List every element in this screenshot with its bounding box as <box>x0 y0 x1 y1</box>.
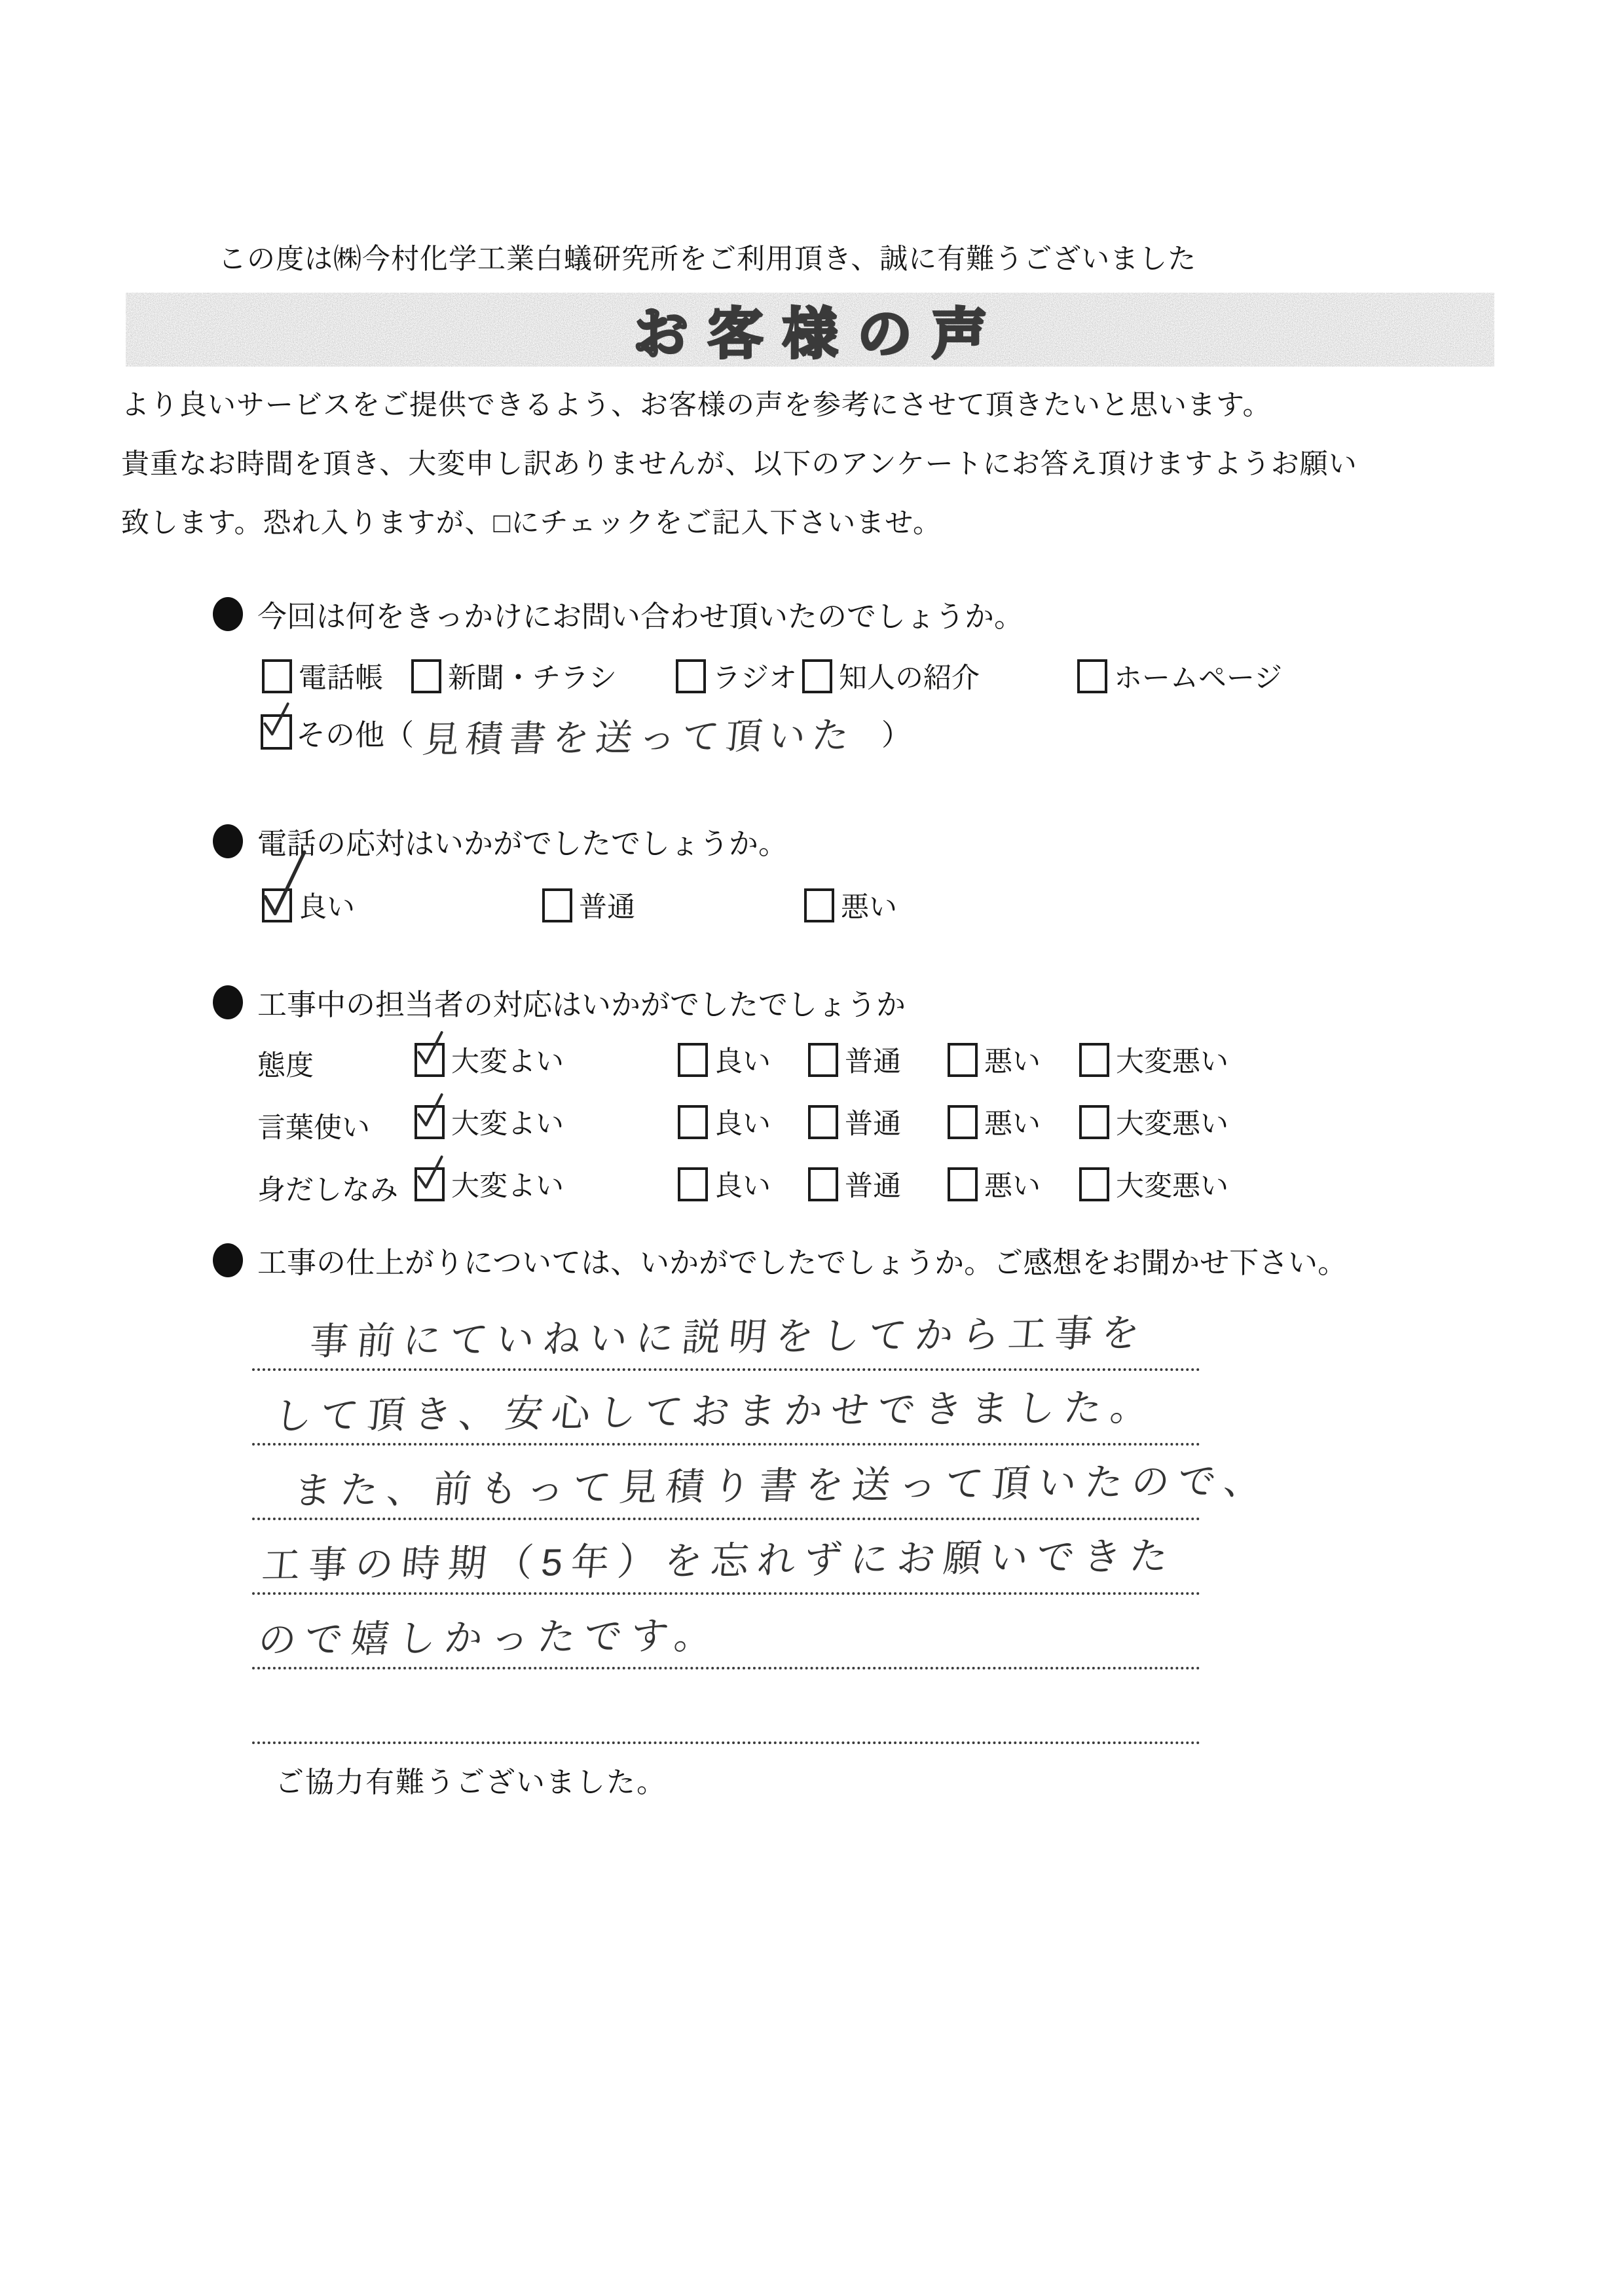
banner <box>126 293 1494 367</box>
option-good <box>262 885 355 925</box>
bullet-icon <box>213 824 243 858</box>
row-label: 言葉使い <box>257 1112 370 1144</box>
option-label: 良い <box>714 1046 771 1078</box>
checkbox-bad[interactable] <box>948 1043 978 1077</box>
check-icon <box>415 1027 446 1069</box>
option-label: 悪い <box>984 1046 1041 1078</box>
checkbox-homepage[interactable] <box>1077 659 1107 693</box>
option-verygood <box>415 1102 564 1142</box>
comment-line <box>252 1296 1200 1371</box>
handwritten-comment: ので嬉しかったです。 <box>256 1614 723 1662</box>
option-bad <box>804 885 897 925</box>
question-3-heading <box>213 981 906 1023</box>
option-newspaper-flyer <box>411 656 617 696</box>
option-other-suffix: ） <box>881 718 912 752</box>
question-2-options <box>0 885 1624 932</box>
check-icon <box>261 847 310 920</box>
checkbox-normal[interactable] <box>542 888 572 922</box>
option-label: 電話帳 <box>299 663 383 694</box>
comment-line <box>252 1371 1200 1446</box>
intro-line-2: 貴重なお時間を頂き、大変申し訳ありませんが、以下のアンケートにお答え頂けますようお願い <box>121 448 1357 480</box>
option-label: 知人の紹介 <box>839 663 980 694</box>
question-1-options <box>0 656 1624 703</box>
checkbox-good[interactable] <box>678 1167 708 1201</box>
checkbox-normal[interactable] <box>808 1167 838 1201</box>
option-normal <box>542 885 635 925</box>
checkbox-verygood[interactable] <box>415 1105 445 1139</box>
question-4-label: 工事の仕上がりについては、いかがでしたでしょうか。ご感想をお聞かせ下さい。 <box>257 1246 1348 1279</box>
option-bad <box>948 1102 1041 1142</box>
option-label: 普通 <box>845 1171 901 1202</box>
question-3-row-attitude <box>0 1040 1624 1087</box>
comment-line <box>252 1595 1200 1669</box>
check-icon <box>415 1089 446 1131</box>
question-2-label: 電話の応対はいかがでしたでしょうか。 <box>257 827 788 860</box>
checkbox-phonebook[interactable] <box>262 659 292 693</box>
option-label: 普通 <box>579 892 635 923</box>
question-3-label: 工事中の担当者の対応はいかがでしたでしょうか <box>257 988 906 1021</box>
option-normal <box>808 1102 901 1142</box>
banner-title: お客様の声 <box>633 303 1006 365</box>
checkbox-normal[interactable] <box>808 1105 838 1139</box>
question-4-heading <box>213 1239 1347 1281</box>
option-label: 大変よい <box>451 1171 564 1202</box>
option-label: 良い <box>299 892 355 923</box>
question-3-row-grooming <box>0 1164 1624 1211</box>
option-label: 大変悪い <box>1116 1171 1228 1202</box>
checkbox-verybad[interactable] <box>1079 1043 1109 1077</box>
option-label: ラジオ <box>712 663 797 694</box>
checkbox-good[interactable] <box>678 1043 708 1077</box>
option-verygood <box>415 1040 564 1080</box>
check-icon <box>415 1152 446 1194</box>
intro-line-3: 致します。恐れ入りますが、□にチェックをご記入下さいませ。 <box>121 507 942 539</box>
closing-note: ご協力有難うございました。 <box>275 1766 667 1798</box>
comment-line <box>252 1669 1200 1744</box>
handwritten-comment: して頂き、安心しておまかせできました。 <box>272 1385 1159 1438</box>
intro-line-1: より良いサービスをご提供できるよう、お客様の声を参考にさせて頂きたいと思います。 <box>121 390 1272 421</box>
bullet-icon <box>213 597 243 631</box>
option-label: 大変悪い <box>1116 1108 1228 1140</box>
handwritten-comment: 事前にていねいに説明をしてから工事を <box>308 1311 1150 1364</box>
option-other-prefix: その他（ <box>296 718 415 752</box>
option-referral <box>802 656 980 696</box>
checkbox-verybad[interactable] <box>1079 1105 1109 1139</box>
option-verybad <box>1079 1040 1228 1080</box>
bullet-icon <box>213 1243 243 1277</box>
option-label: 悪い <box>841 892 897 923</box>
checkbox-bad[interactable] <box>948 1167 978 1201</box>
option-good <box>678 1040 771 1080</box>
check-icon <box>261 699 292 740</box>
option-phonebook <box>262 656 383 696</box>
option-label: 新聞・チラシ <box>448 663 617 694</box>
header-note: この度は㈱今村化学工業白蟻研究所をご利用頂き、誠に有難うございました <box>218 244 1197 275</box>
option-label: 大変よい <box>451 1108 564 1140</box>
checkbox-verygood[interactable] <box>415 1167 445 1201</box>
option-label: 悪い <box>984 1171 1041 1202</box>
option-other <box>261 706 912 761</box>
handwritten-other-answer: 見積書を送って頂いた <box>420 714 858 761</box>
checkbox-bad[interactable] <box>948 1105 978 1139</box>
checkbox-other[interactable] <box>261 714 292 750</box>
checkbox-bad[interactable] <box>804 888 834 922</box>
row-label: 態度 <box>257 1050 314 1082</box>
option-label: 大変よい <box>451 1046 564 1078</box>
option-label: 良い <box>714 1108 771 1140</box>
option-bad <box>948 1040 1041 1080</box>
question-3-row-language <box>0 1102 1624 1149</box>
option-homepage <box>1077 656 1282 696</box>
checkbox-good[interactable] <box>678 1105 708 1139</box>
question-1-heading <box>213 592 1024 635</box>
option-verygood <box>415 1164 564 1204</box>
option-good <box>678 1102 771 1142</box>
handwritten-comment: 工事の時期（5年）を忘れずにお願いできた <box>260 1535 1179 1588</box>
comment-area[interactable] <box>252 1296 1272 1744</box>
bullet-icon <box>213 985 243 1019</box>
comment-line <box>252 1520 1200 1595</box>
option-label: 良い <box>714 1171 771 1202</box>
option-label: 普通 <box>845 1108 901 1140</box>
option-label: ホームページ <box>1114 663 1283 694</box>
option-verybad <box>1079 1102 1228 1142</box>
question-1-label: 今回は何をきっかけにお問い合わせ頂いたのでしょうか。 <box>257 600 1024 633</box>
handwritten-comment: また、前もって見積り書を送って頂いたので、 <box>291 1459 1272 1513</box>
row-label: 身だしなみ <box>257 1175 398 1206</box>
option-label: 普通 <box>845 1046 901 1078</box>
option-label: 悪い <box>984 1108 1041 1140</box>
checkbox-verybad[interactable] <box>1079 1167 1109 1201</box>
checkbox-referral[interactable] <box>802 659 832 693</box>
option-label: 大変悪い <box>1116 1046 1228 1078</box>
checkbox-newspaper-flyer[interactable] <box>411 659 441 693</box>
option-verybad <box>1079 1164 1228 1204</box>
checkbox-good[interactable] <box>262 888 292 922</box>
comment-line <box>252 1446 1272 1520</box>
checkbox-verygood[interactable] <box>415 1043 445 1077</box>
option-bad <box>948 1164 1041 1204</box>
option-normal <box>808 1164 901 1204</box>
checkbox-radio[interactable] <box>676 659 706 693</box>
option-good <box>678 1164 771 1204</box>
option-normal <box>808 1040 901 1080</box>
checkbox-normal[interactable] <box>808 1043 838 1077</box>
option-radio <box>676 656 797 696</box>
